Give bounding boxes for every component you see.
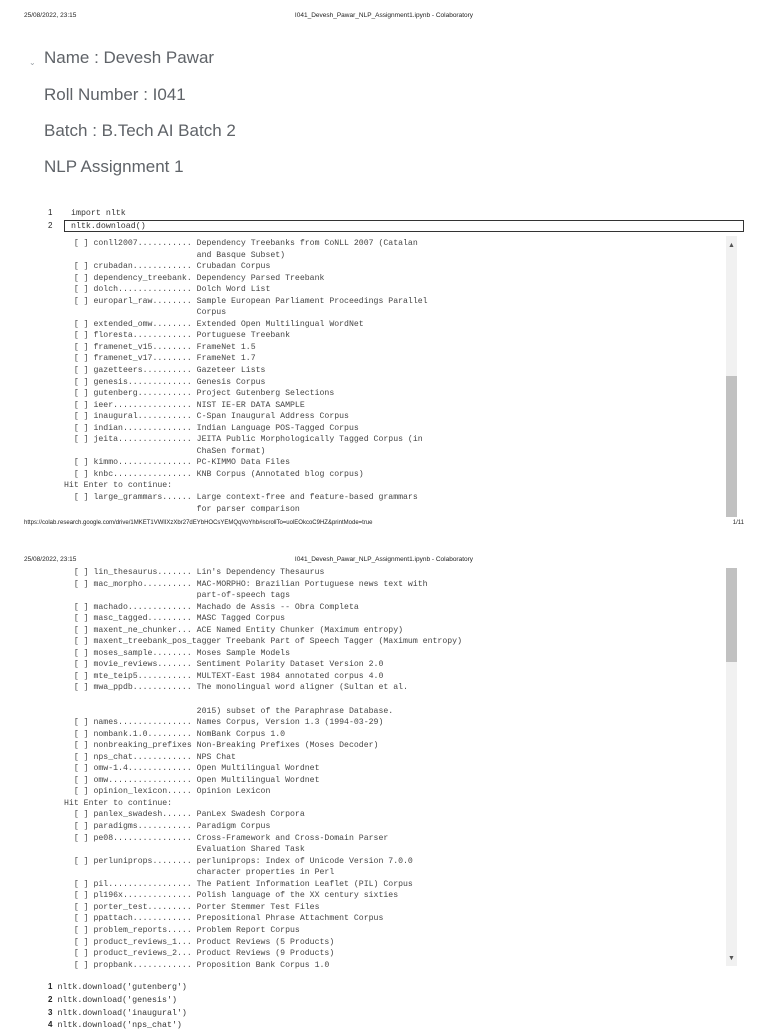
output-line: [ ] perluniprops........ perluniprops: Index of Unicode Version 7.0.0	[64, 856, 413, 866]
chevron-down-icon[interactable]: ⌄	[29, 58, 36, 67]
output-line: [ ] pe08................ Cross-Framework and Cross-Domain Parser	[64, 833, 389, 843]
output-line: [ ] nombank.1.0......... NomBank Corpus 1.0	[64, 729, 286, 739]
output-line: [ ] framenet_v17........ FrameNet 1.7	[64, 354, 256, 364]
output-line: Hit Enter to continue:	[64, 481, 178, 491]
output-line: [ ] ieer................ NIST IE-ER DATA SAMPLE	[64, 400, 305, 410]
print-page-number: 1/11	[732, 520, 744, 526]
student-name: Name : Devesh Pawar	[44, 48, 215, 67]
output-line: ChaSen format)	[64, 446, 266, 456]
output-line: [ ] product_reviews_2... Product Reviews (9 Products)	[64, 949, 335, 959]
output-line: [ ] indian.............. Indian Language POS-Tagged Corpus	[64, 423, 359, 433]
output-line: [ ] product_reviews_1... Product Reviews (5 Products)	[64, 937, 335, 947]
print-url: https://colab.research.google.com/drive/1MKET1VWlIXzXbr27dEYbHOCsYEMQqVoYhb#scrollTo=uolEOkcoC9HZ&printMode=true	[24, 520, 373, 526]
output-line: [ ] pil................. The Patient Information Leaflet (PIL) Corpus	[64, 879, 413, 889]
line-number: 1	[48, 208, 53, 217]
print-doc-title: I041_Devesh_Pawar_NLP_Assignment1.ipynb - Colaboratory	[294, 556, 474, 563]
triangle-down-icon[interactable]: ▼	[728, 955, 735, 962]
download-output-page-1	[64, 238, 724, 515]
output-line: [ ] jeita............... JEITA Public Morphologically Tagged Corpus (in	[64, 435, 423, 445]
code-line-1[interactable]	[48, 208, 126, 218]
output-line: [ ] dolch............... Dolch Word List	[64, 285, 271, 295]
print-doc-title: I041_Devesh_Pawar_NLP_Assignment1.ipynb - Colaboratory	[294, 12, 474, 19]
output-line: [ ] nonbreaking_prefixes Non-Breaking Prefixes (Moses Decoder)	[64, 741, 379, 751]
active-line-box	[64, 220, 744, 232]
output-line: for parser comparison	[64, 504, 300, 514]
output-line: [ ] conll2007........... Dependency Treebanks from CoNLL 2007 (Catalan	[64, 239, 418, 248]
code-line-1[interactable]	[48, 981, 187, 994]
output-line: [ ] omw-1.4............. Open Multilingual Wordnet	[64, 764, 320, 774]
output-line: [ ] maxent_ne_chunker... ACE Named Entity Chunker (Maximum entropy)	[64, 625, 404, 635]
print-header	[0, 12, 768, 24]
code-text: nltk.download('nps_chat')	[57, 1021, 182, 1031]
output-line: [ ] framenet_v15........ FrameNet 1.5	[64, 342, 256, 352]
line-number: 4	[48, 1020, 53, 1030]
output-line: [ ] lin_thesaurus....... Lin's Dependency Thesaurus	[64, 568, 325, 577]
output-line: [ ] paradigms........... Paradigm Corpus	[64, 822, 271, 832]
output-line: and Basque Subset)	[64, 250, 286, 260]
output-line: [ ] inaugural........... C-Span Inaugural Address Corpus	[64, 412, 349, 422]
roll-number: Roll Number : I041	[44, 85, 186, 104]
output-line: [ ] crubadan............ Crubadan Corpus	[64, 262, 271, 272]
output-line: [ ] moses_sample........ Moses Sample Models	[64, 648, 291, 658]
triangle-up-icon[interactable]: ▲	[728, 242, 735, 249]
print-timestamp: 25/08/2022, 23:15	[24, 556, 77, 563]
output-line	[64, 694, 724, 706]
line-number: 2	[48, 994, 53, 1004]
code-text: nltk.download('gutenberg')	[57, 983, 187, 992]
code-text: nltk.download('inaugural')	[57, 1008, 187, 1018]
output-line: [ ] panlex_swadesh...... PanLex Swadesh Corpora	[64, 810, 305, 820]
output-scrollbar-thumb[interactable]	[726, 568, 737, 662]
output-line: [ ] opinion_lexicon..... Opinion Lexicon	[64, 787, 271, 797]
line-number: 2	[48, 221, 53, 230]
code-line-2[interactable]	[48, 994, 187, 1007]
output-line: [ ] omw................. Open Multilingual Wordnet	[64, 775, 320, 785]
output-line: [ ] movie_reviews....... Sentiment Polarity Dataset Version 2.0	[64, 660, 384, 670]
output-line: [ ] extended_omw........ Extended Open Multilingual WordNet	[64, 319, 364, 329]
output-line: [ ] gazetteers.......... Gazeteer Lists	[64, 366, 266, 376]
output-line: [ ] propbank............ Proposition Bank Corpus 1.0	[64, 960, 330, 970]
output-line: [ ] floresta............ Portuguese Treebank	[64, 331, 291, 341]
output-line: [ ] dependency_treebank. Dependency Parsed Treebank	[64, 273, 325, 283]
batch: Batch : B.Tech AI Batch 2	[44, 121, 236, 140]
output-line: [ ] mac_morpho.......... MAC-MORPHO: Brazilian Portuguese news text with	[64, 579, 428, 589]
line-number: 1	[48, 982, 53, 991]
output-line: [ ] europarl_raw........ Sample European Parliament Proceedings Parallel	[64, 296, 428, 306]
line-number: 3	[48, 1007, 53, 1017]
output-line: [ ] kimmo............... PC-KIMMO Data Files	[64, 458, 291, 468]
assignment-title: NLP Assignment 1	[44, 157, 184, 176]
output-line: 2015) subset of the Paraphrase Database.	[64, 706, 394, 716]
output-line: part-of-speech tags	[64, 591, 291, 601]
output-line: [ ] gutenberg........... Project Gutenberg Selections	[64, 389, 335, 399]
output-line: Hit Enter to continue:	[64, 798, 178, 808]
code-line-3[interactable]	[48, 1007, 187, 1020]
code-text: nltk.download()	[70, 222, 146, 231]
code-cell-2[interactable]	[48, 981, 187, 1032]
download-output-page-2	[64, 567, 724, 971]
code-text: import nltk	[70, 209, 126, 218]
output-line: [ ] problem_reports..... Problem Report Corpus	[64, 925, 300, 935]
code-text: nltk.download('genesis')	[57, 995, 177, 1005]
output-line: character properties in Perl	[64, 868, 335, 878]
output-line: [ ] mte_teip5........... MULTEXT-East 1984 annotated corpus 4.0	[64, 671, 384, 681]
output-line: [ ] ppattach............ Prepositional Phrase Attachment Corpus	[64, 914, 384, 924]
output-line: [ ] names............... Names Corpus, Version 1.3 (1994-03-29)	[64, 718, 384, 728]
output-line: [ ] porter_test......... Porter Stemmer Test Files	[64, 902, 320, 912]
output-line: [ ] nps_chat............ NPS Chat	[64, 752, 236, 762]
output-line: Evaluation Shared Task	[64, 845, 305, 855]
output-line: [ ] genesis............. Genesis Corpus	[64, 377, 266, 387]
print-timestamp: 25/08/2022, 23:15	[24, 12, 77, 19]
output-line: [ ] masc_tagged......... MASC Tagged Corpus	[64, 614, 286, 624]
output-line: [ ] maxent_treebank_pos_tagger Treebank Part of Speech Tagger (Maximum entropy)	[64, 637, 462, 647]
output-line: [ ] mwa_ppdb............ The monolingual word aligner (Sultan et al.	[64, 683, 408, 693]
output-line: [ ] knbc................ KNB Corpus (Annotated blog corpus)	[64, 469, 364, 479]
output-line: [ ] large_grammars...... Large context-free and feature-based grammars	[64, 493, 418, 503]
code-line-2[interactable]	[48, 221, 146, 231]
output-line: Corpus	[64, 308, 227, 318]
code-line-4[interactable]	[48, 1019, 187, 1032]
output-line: [ ] machado............. Machado de Assis -- Obra Completa	[64, 602, 359, 612]
output-line: [ ] pl196x.............. Polish language of the XX century sixties	[64, 891, 399, 901]
output-scrollbar-thumb[interactable]	[726, 376, 737, 517]
